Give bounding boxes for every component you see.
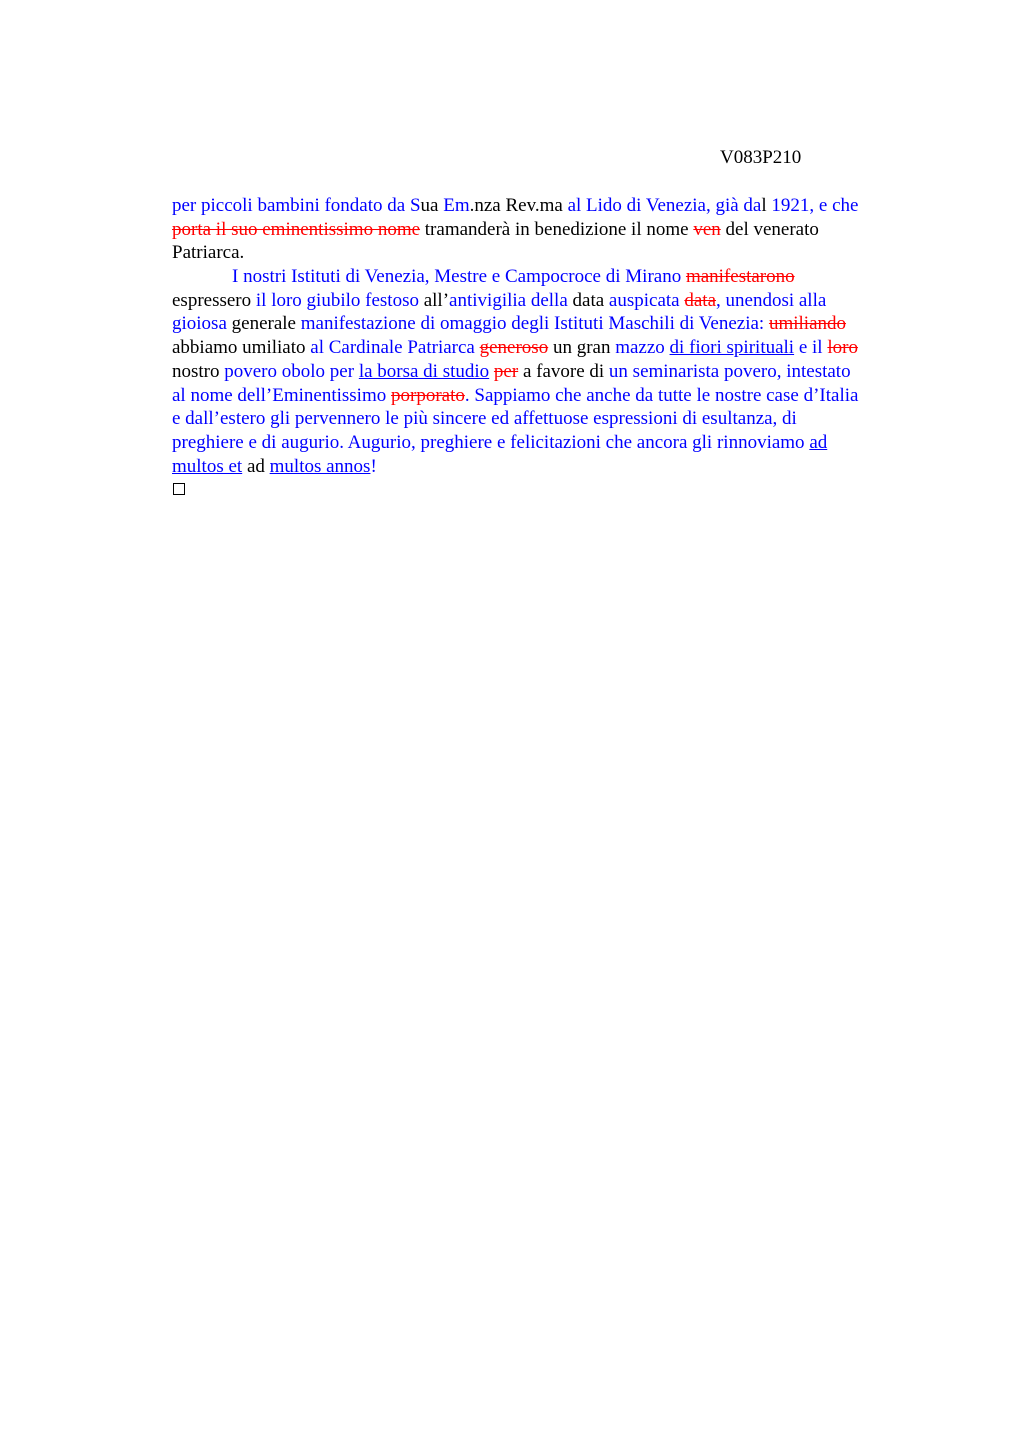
- deleted-text: data: [684, 289, 717, 311]
- text-segment: ua: [420, 195, 444, 216]
- end-marker-box: [173, 483, 185, 495]
- inserted-text: e il: [794, 337, 828, 359]
- deleted-text: porta il suo eminentissimo nome: [172, 218, 421, 240]
- text-line: [172, 336, 932, 360]
- inserted-text: il loro giubilo festoso: [255, 289, 424, 311]
- text-line: [172, 407, 932, 431]
- text-segment: del venerato: [720, 218, 819, 240]
- underlined-text: multos annos: [269, 455, 371, 477]
- text-segment: Patriarca.: [172, 242, 245, 264]
- text-line: [172, 241, 932, 265]
- inserted-text: Em: [443, 195, 470, 216]
- page-code: V083P210: [720, 147, 802, 168]
- text-segment: ad: [242, 455, 270, 477]
- text-segment: un gran: [548, 337, 616, 359]
- inserted-text: I nostri Istituti di Venezia, Mestre e Campocroce di Mirano: [232, 266, 686, 288]
- inserted-text: !: [370, 455, 377, 477]
- inserted-text: , unendosi alla: [716, 289, 827, 311]
- text-line: [172, 289, 932, 313]
- underlined-text: multos et: [172, 455, 243, 477]
- text-line: [172, 360, 932, 384]
- inserted-text: antivigilia della: [449, 289, 573, 311]
- document-body: [172, 194, 932, 478]
- text-segment: nostro: [172, 360, 225, 382]
- text-segment: data: [572, 289, 609, 311]
- text-line: [172, 431, 932, 455]
- inserted-text: al Cardinale Patriarca: [310, 337, 480, 359]
- deleted-text: umiliando: [768, 313, 847, 335]
- inserted-text: auspicata: [608, 289, 685, 311]
- text-line: [172, 218, 932, 242]
- inserted-text: gioiosa: [172, 313, 232, 335]
- text-segment: l: [761, 195, 772, 216]
- text-segment: a favore di: [518, 360, 609, 382]
- text-segment: generale: [231, 313, 301, 335]
- deleted-text: manifestarono: [685, 266, 795, 288]
- underlined-text: di fiori spirituali: [669, 337, 795, 359]
- inserted-text: povero obolo per: [224, 360, 359, 382]
- inserted-text: preghiere e di augurio. Augurio, preghiere e felicitazioni che ancora gli rinnoviamo: [172, 431, 810, 453]
- deleted-text: ven: [693, 218, 721, 240]
- inserted-text: 1921, e che: [771, 195, 859, 216]
- deleted-text: per: [493, 360, 519, 382]
- text-segment: abbiamo umiliato: [172, 337, 311, 359]
- inserted-text: mazzo: [615, 337, 670, 359]
- deleted-text: porporato: [391, 384, 465, 406]
- inserted-text: manifestazione di omaggio degli Istituti Maschili di Venezia:: [300, 313, 769, 335]
- deleted-text: loro: [827, 337, 858, 359]
- inserted-text: per piccoli bambini fondato da S: [172, 195, 421, 216]
- inserted-text: un seminarista povero, intestato: [608, 360, 851, 382]
- text-segment: all’: [423, 289, 450, 311]
- underlined-text: la borsa di studio: [358, 360, 490, 382]
- text-line: [172, 455, 932, 479]
- underlined-text: ad: [809, 431, 828, 453]
- inserted-text: . Sappiamo che anche da tutte le nostre case d’Italia: [464, 384, 859, 406]
- inserted-text: al nome dell’Eminentissimo: [172, 384, 391, 406]
- text-line: [172, 312, 932, 336]
- text-segment: .nza Rev.ma: [469, 195, 568, 216]
- text-line: [172, 265, 932, 289]
- deleted-text: generoso: [479, 337, 549, 359]
- text-line: [172, 384, 932, 408]
- text-segment: espressero: [172, 289, 256, 311]
- text-segment: tramanderà in benedizione il nome: [420, 218, 694, 240]
- inserted-text: al Lido di Venezia, già da: [567, 195, 762, 216]
- inserted-text: e dall’estero gli pervennero le più sincere ed affettuose espressioni di esultanza, di: [172, 408, 797, 430]
- text-line: [172, 194, 932, 218]
